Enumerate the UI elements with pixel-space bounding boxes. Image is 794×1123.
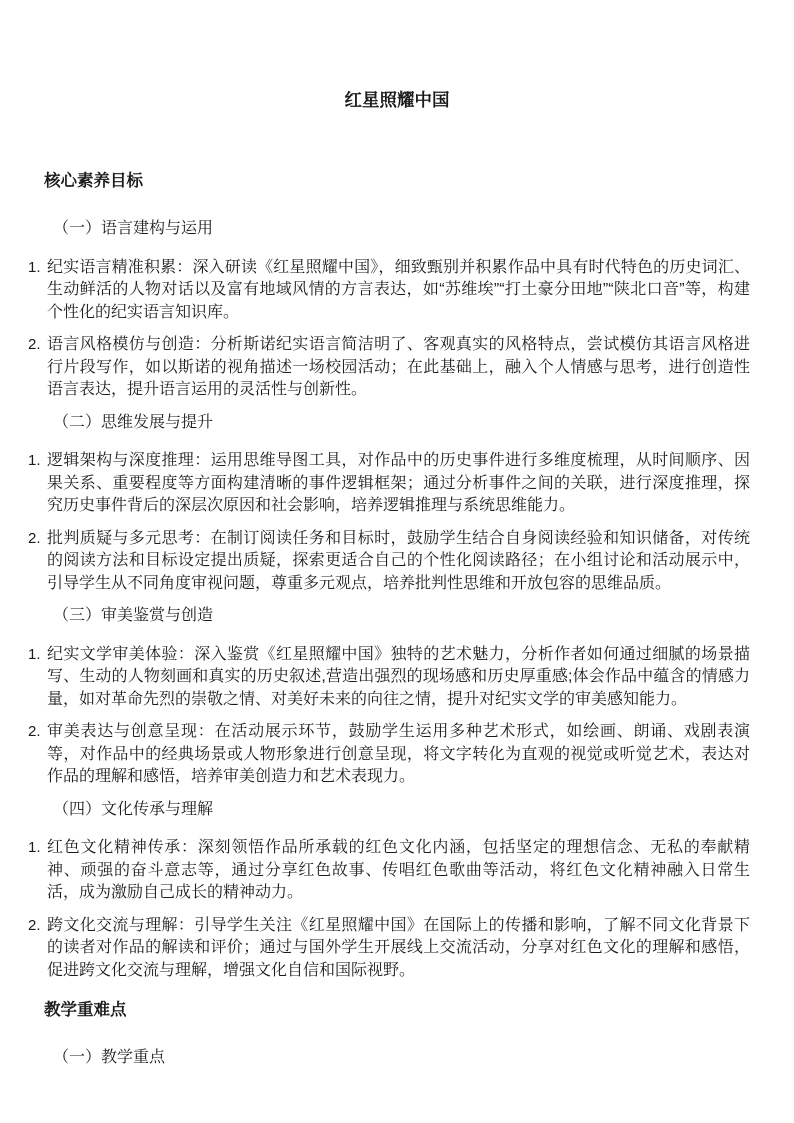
list-item-number: 1. (28, 645, 41, 663)
list-item-number: 2. (28, 529, 41, 547)
subsection-label-language: （一）语言建构与运用 (53, 220, 214, 237)
section-teaching-key-points (44, 999, 750, 1070)
list-item-number: 1. (28, 839, 41, 856)
page-title: 红星照耀中国 (344, 90, 450, 110)
list-item-text: 批判质疑与多元思考：在制订阅读任务和目标时，鼓励学生结合自身阅读经验和知识储备，对传统的阅读方法和目标设定提出质疑，探索更适合自己的个性化阅读路径；在小组讨论和活动展示中，引导学生从不同角度审视问题，尊重多元观点，培养批判性思维和开放包容的思维品质。 (47, 529, 750, 592)
list-item-text: 纪实语言精准积累：深入研读《红星照耀中国》，细致甄别并积累作品中具有时代特色的历史词汇、生动鲜活的人物对话以及富有地域风情的方言表达，如“苏维埃”“打土豪分田地”“陕北口音”等，构建个性化的纪实语言知识库。 (47, 258, 750, 321)
list-item-text: 红色文化精神传承：深刻领悟作品所承载的红色文化内涵，包括坚定的理想信念、无私的奉献精神、顽强的奋斗意志等，通过分享红色故事、传唱红色歌曲等活动，将红色文化精神融入日常生活，成为激励自己成长的精神动力。 (47, 839, 750, 901)
list-item-text: 语言风格模仿与创造：分析斯诺纪实语言简洁明了、客观真实的风格特点，尝试模仿其语言风格进行片段写作，如以斯诺的视角描述一场校园活动；在此基础上，融入个人情感与思考，进行创造性语言表达，提升语言运用的灵活性与创新性。 (47, 336, 750, 398)
subsection-label-culture: （四）文化传承与理解 (53, 800, 214, 818)
list-item (28, 528, 750, 596)
subsection-label-teaching-focus: （一）教学重点 (53, 1049, 166, 1066)
subsection-label-aesthetics: （三）审美鉴赏与创造 (53, 607, 214, 624)
section-heading: 教学重难点 (44, 1001, 127, 1019)
list-item-text: 逻辑架构与深度推理：运用思维导图工具，对作品中的历史事件进行多维度梳理，从时间顺序、因果关系、重要程度等方面构建清晰的事件逻辑框架；通过分析事件之间的关联，进行深度推理，探究历史事件背后的深层次原因和社会影响，培养逻辑推理与系统思维能力。 (47, 452, 750, 514)
list-item-text: 纪实文学审美体验：深入鉴赏《红星照耀中国》独特的艺术魅力，分析作者如何通过细腻的场景描写、生动的人物刻画和真实的历史叙述,营造出强烈的现场感和历史厚重感;体会作品中蕴含的情感力量，如对革命先烈的崇敬之情、对美好未来的向往之情，提升对纪实文学的审美感知能力。 (47, 645, 750, 708)
subsection-label-thinking: （二）思维发展与提升 (53, 413, 214, 431)
list-item-text: 跨文化交流与理解：引导学生关注《红星照耀中国》在国际上的传播和影响，了解不同文化背景下的读者对作品的解读和评价；通过与国外学生开展线上交流活动，分享对红色文化的理解和感悟，促进跨文化交流与理解，增强文化自信和国际视野。 (47, 916, 750, 979)
list-item (28, 257, 750, 325)
list-item-number: 1. (28, 452, 41, 469)
list-item (28, 334, 750, 402)
list-item-number: 2. (28, 336, 41, 353)
list-item-text: 审美表达与创意呈现：在活动展示环节，鼓励学生运用多种艺术形式，如绘画、朗诵、戏剧表演等，对作品中的经典场景或人物形象进行创意呈现，将文字转化为直观的视觉或听觉艺术，表达对作品的理解和感悟，培养审美创造力和艺术表现力。 (47, 723, 750, 785)
list-item (28, 915, 750, 983)
section-heading: 核心素养目标 (44, 172, 143, 190)
list-item (28, 721, 750, 789)
list-item (28, 837, 750, 905)
section-core-literacy-goals (28, 170, 750, 982)
list-item (28, 450, 750, 518)
list-item (28, 644, 750, 712)
list-item-number: 2. (28, 723, 41, 740)
list-item-number: 2. (28, 916, 41, 934)
list-item-number: 1. (28, 258, 41, 276)
